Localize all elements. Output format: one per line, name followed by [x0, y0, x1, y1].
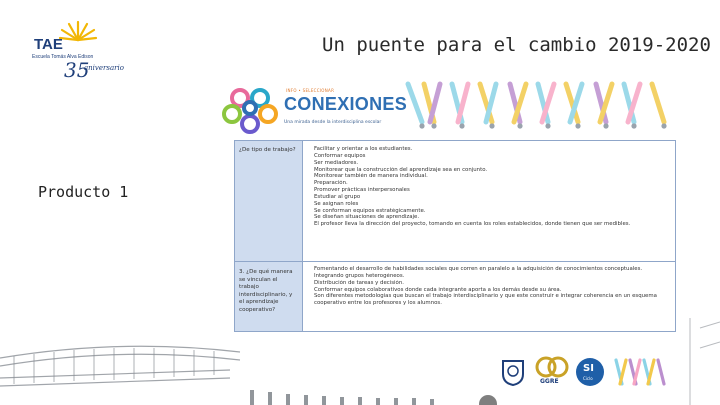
- conexiones-small-text: INFO • SELECCIONAR: [286, 88, 335, 93]
- table-column-divider: [302, 141, 303, 331]
- product-label: Producto 1: [38, 183, 129, 201]
- list-item: • El profesor lleva la dirección del proyecto, tomando en cuenta los roles establecidos, donde tienen que ser medibles.: [314, 221, 669, 228]
- list-item: • Monitorear que la construcción del aprendizaje sea en conjunto.: [314, 167, 669, 174]
- conexiones-tagline: Una mirada desde la interdisciplina escolar: [284, 120, 382, 125]
- list-item: • Preparación.: [314, 180, 669, 187]
- list-item: • Fomentando el desarrollo de habilidades sociales que corren en paralelo a la adquisición de conocimientos conceptuales.: [314, 266, 669, 273]
- table-bullets-1: [314, 146, 669, 228]
- list-item: • Facilitar y orientar a los estudiantes.: [314, 146, 669, 153]
- list-item: • Ser mediadores.: [314, 160, 669, 167]
- conexiones-logo: [220, 84, 408, 136]
- list-item: • Monitorear también de manera individual.: [314, 173, 669, 180]
- list-item: • Son diferentes metodologías que buscan el trabajo interdisciplinario y que este construir e integrar coherencia en un esquema cooperativo entre los profesores y los alumnos.: [314, 293, 669, 307]
- table-row-divider: [235, 261, 675, 262]
- si-subtext: Ciclo: [583, 376, 593, 381]
- unam-shield-icon: [500, 358, 526, 386]
- list-item: • Promover prácticas interpersonales: [314, 187, 669, 194]
- colored-pins-mini-icon: [612, 356, 666, 388]
- colored-pins-decoration: [402, 76, 672, 134]
- conexiones-title: CONEXIONES: [284, 94, 408, 114]
- content-table: [234, 140, 676, 332]
- sun-rays-icon: [58, 20, 98, 42]
- tae-anniversary-number: 35: [64, 58, 90, 82]
- list-item: • Estudiar al grupo: [314, 194, 669, 201]
- ggre-text: GGRE: [540, 378, 559, 385]
- tae-acronym: TAE: [34, 36, 63, 53]
- list-item: • Conformar equipos colaborativos donde cada integrante aporta a los demás desde su área.: [314, 287, 669, 294]
- network-nodes-icon: [220, 84, 280, 136]
- list-item: • Conformar equipos: [314, 153, 669, 160]
- table-bullets-2: [314, 266, 669, 307]
- list-item: • Distribución de tareas y decisión.: [314, 280, 669, 287]
- tae-subtitle: Escuela Tomás Alva Edison: [32, 54, 94, 60]
- ggre-mark-icon: [534, 356, 570, 378]
- list-item: • Integrando grupos heterogéneos.: [314, 273, 669, 280]
- si-text: SI: [583, 363, 594, 374]
- list-item: • Se asignan roles: [314, 201, 669, 208]
- list-item: • Se diseñan situaciones de aprendizaje.: [314, 214, 669, 221]
- page-title: Un puente para el cambio 2019-2020: [322, 34, 711, 56]
- si-logo: [576, 358, 604, 386]
- table-left-cell-1: [235, 141, 302, 261]
- list-item: • Se conforman equipos estratégicamente.: [314, 208, 669, 215]
- tae-logo: [32, 20, 152, 82]
- table-question-1: ¿De tipo de trabajo?: [239, 147, 296, 153]
- table-question-2: 3. ¿De qué manera se vinculan el trabajo interdisciplinario, y el aprendizaje cooperativo?: [239, 269, 293, 313]
- ggre-logo: [534, 356, 570, 386]
- tae-anniversary-text: aniversario: [84, 64, 124, 72]
- footer-logo-row: [500, 350, 715, 394]
